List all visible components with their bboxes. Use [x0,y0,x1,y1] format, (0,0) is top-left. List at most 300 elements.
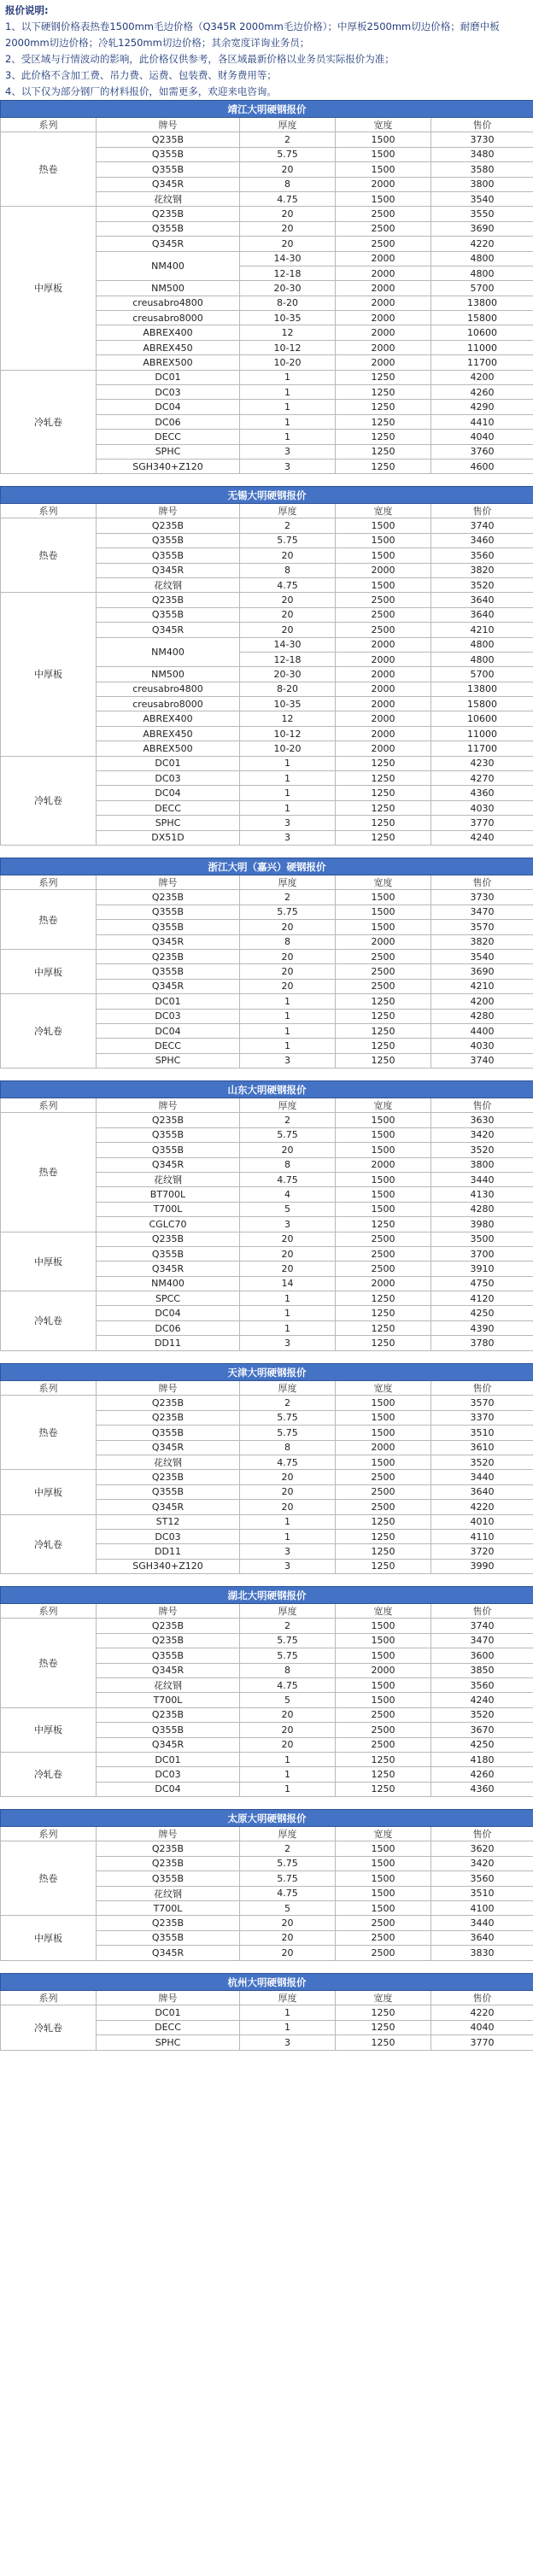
thickness-cell: 20 [240,1737,336,1752]
thickness-cell: 1 [240,1320,336,1335]
price-cell: 3770 [431,816,533,830]
thickness-cell: 12-18 [240,652,336,666]
thickness-cell: 1 [240,1023,336,1038]
price-cell: 3800 [431,177,533,191]
grade-cell: Q235B [97,1856,240,1871]
price-cell: 3460 [431,533,533,547]
thickness-cell: 1 [240,1009,336,1023]
width-cell: 1500 [336,1693,431,1707]
price-cell: 4410 [431,414,533,429]
grade-cell: SPCC [97,1291,240,1306]
width-cell: 2500 [336,1737,431,1752]
series-cell: 冷轧卷 [1,994,97,1068]
price-cell: 4270 [431,771,533,786]
grade-cell: Q235B [97,1633,240,1648]
column-header: 牌号 [97,1991,240,2005]
width-cell: 1250 [336,1529,431,1543]
grade-cell: Q355B [97,1143,240,1157]
width-cell: 1250 [336,459,431,473]
grade-cell: SPHC [97,816,240,830]
grade-cell: 花纹钢 [97,1172,240,1186]
grade-cell: NM500 [97,281,240,296]
grade-cell: 花纹钢 [97,191,240,206]
column-header: 牌号 [97,875,240,890]
grade-cell: Q345R [97,563,240,577]
column-header: 宽度 [336,875,431,890]
width-cell: 1500 [336,1633,431,1648]
price-table-grid [0,1080,533,1351]
width-cell: 1250 [336,370,431,384]
table-title: 浙江大明（嘉兴）硬钢报价 [1,858,533,875]
width-cell: 1500 [336,1396,431,1410]
thickness-cell: 5 [240,1202,336,1216]
thickness-cell: 1 [240,1752,336,1766]
thickness-cell: 8 [240,563,336,577]
column-header: 售价 [431,1604,533,1619]
table-row [1,207,533,221]
price-table-grid [0,1973,533,2051]
grade-cell: Q355B [97,548,240,563]
price-cell: 4120 [431,1291,533,1306]
grade-cell: SGH340+Z120 [97,1559,240,1573]
width-cell: 1250 [336,771,431,786]
notes-line: 4、以下仅为部分钢厂的材料报价，如需更多，欢迎来电咨询。 [5,85,277,97]
notes-line: 2、受区域与行情波动的影响，此价格仅供参考，各区域最新价格以业务员实际报价为准； [5,53,395,65]
grade-cell: Q345R [97,237,240,251]
price-cell: 15800 [431,311,533,325]
thickness-cell: 20-30 [240,281,336,296]
width-cell: 1250 [336,830,431,845]
grade-cell: Q355B [97,147,240,161]
grade-cell: Q355B [97,162,240,177]
width-cell: 2500 [336,607,431,622]
price-cell: 3820 [431,934,533,949]
grade-cell: Q235B [97,1916,240,1930]
column-header: 牌号 [97,118,240,132]
grade-cell: Q345R [97,1157,240,1172]
width-cell: 1500 [336,147,431,161]
price-cell: 10600 [431,325,533,340]
width-cell: 2500 [336,1262,431,1276]
thickness-cell: 10-12 [240,726,336,741]
price-table [0,858,533,1068]
width-cell: 1500 [336,1677,431,1692]
notes-line: 3、此价格不含加工费、吊力费、运费、包装费、财务费用等； [5,69,277,81]
thickness-cell: 10-20 [240,355,336,370]
column-header: 系列 [1,118,97,132]
grade-cell: Q345R [97,1663,240,1677]
thickness-cell: 1 [240,2005,336,2020]
grade-cell: creusabro8000 [97,697,240,711]
width-cell: 2000 [336,741,431,756]
width-cell: 2000 [336,296,431,310]
thickness-cell: 3 [240,444,336,459]
grade-cell: SPHC [97,1053,240,1068]
thickness-cell: 1 [240,400,336,414]
thickness-cell: 10-35 [240,697,336,711]
width-cell: 1250 [336,1023,431,1038]
price-cell: 4260 [431,385,533,400]
thickness-cell: 20 [240,920,336,934]
thickness-cell: 1 [240,1782,336,1796]
grade-cell: Q235B [97,1396,240,1410]
thickness-cell: 1 [240,430,336,444]
width-cell: 1250 [336,1544,431,1559]
price-cell: 4290 [431,400,533,414]
series-cell: 中厚板 [1,593,97,756]
width-cell: 1250 [336,1767,431,1782]
price-cell: 3470 [431,1633,533,1648]
grade-cell: Q235B [97,1410,240,1425]
notes-heading: 报价说明: [5,4,49,16]
price-cell: 3540 [431,191,533,206]
width-cell: 1500 [336,1410,431,1425]
column-header: 售价 [431,118,533,132]
price-cell: 3620 [431,1841,533,1856]
price-cell: 4220 [431,237,533,251]
width-cell: 2500 [336,1723,431,1737]
width-cell: 1250 [336,385,431,400]
grade-cell: Q235B [97,890,240,905]
width-cell: 2000 [336,1157,431,1172]
thickness-cell: 3 [240,816,336,830]
table-title: 湖北大明硬钢报价 [1,1587,533,1604]
width-cell: 1500 [336,1648,431,1663]
thickness-cell: 12 [240,325,336,340]
table-row [1,1113,533,1127]
column-header: 牌号 [97,1604,240,1619]
column-header: 系列 [1,875,97,890]
series-cell: 热卷 [1,518,97,593]
thickness-cell: 10-35 [240,311,336,325]
grade-cell: Q235B [97,1470,240,1484]
price-cell: 3740 [431,1619,533,1633]
grade-cell: ABREX450 [97,726,240,741]
price-cell: 4800 [431,251,533,266]
grade-cell: Q355B [97,1246,240,1261]
thickness-cell: 2 [240,1841,336,1856]
thickness-cell: 1 [240,800,336,815]
grade-cell: Q345R [97,934,240,949]
price-cell: 3780 [431,1336,533,1350]
price-cell: 3560 [431,1677,533,1692]
grade-cell: Q235B [97,132,240,147]
table-row [1,949,533,963]
column-header: 厚度 [240,118,336,132]
width-cell: 1250 [336,400,431,414]
table-title: 无锡大明硬钢报价 [1,487,533,504]
price-cell: 3990 [431,1559,533,1573]
grade-cell: creusabro8000 [97,311,240,325]
price-cell: 3770 [431,2035,533,2050]
price-cell: 3640 [431,607,533,622]
price-cell: 4280 [431,1202,533,1216]
price-cell: 3820 [431,563,533,577]
price-cell: 3440 [431,1916,533,1930]
width-cell: 1500 [336,905,431,919]
grade-cell: ABREX450 [97,340,240,354]
grade-cell: DC04 [97,1306,240,1320]
price-cell: 13800 [431,682,533,696]
column-header: 系列 [1,1098,97,1113]
grade-cell: 花纹钢 [97,1886,240,1900]
thickness-cell: 2 [240,890,336,905]
price-cell: 3370 [431,1410,533,1425]
grade-cell: 花纹钢 [97,577,240,592]
thickness-cell: 3 [240,1336,336,1350]
grade-cell: DECC [97,430,240,444]
width-cell: 2000 [336,355,431,370]
price-cell: 3520 [431,577,533,592]
price-cell: 3550 [431,207,533,221]
thickness-cell: 20 [240,1262,336,1276]
grade-cell: Q355B [97,1723,240,1737]
price-cell: 4220 [431,1500,533,1514]
column-header: 售价 [431,875,533,890]
width-cell: 1500 [336,132,431,147]
grade-cell: DC03 [97,1767,240,1782]
price-cell: 4240 [431,1693,533,1707]
grade-cell: creusabro4800 [97,296,240,310]
thickness-cell: 1 [240,1767,336,1782]
price-table-grid [0,100,533,474]
width-cell: 1250 [336,756,431,770]
thickness-cell: 20 [240,1946,336,1960]
thickness-cell: 1 [240,414,336,429]
thickness-cell: 20 [240,162,336,177]
grade-cell: DC01 [97,370,240,384]
table-row [1,1841,533,1856]
thickness-cell: 20 [240,964,336,979]
width-cell: 1250 [336,444,431,459]
column-header: 系列 [1,1827,97,1841]
grade-cell: ABREX400 [97,711,240,726]
thickness-cell: 3 [240,1559,336,1573]
series-cell: 热卷 [1,1841,97,1916]
price-table [0,100,533,474]
thickness-cell: 5.75 [240,905,336,919]
table-row [1,1232,533,1246]
width-cell: 1250 [336,1009,431,1023]
grade-cell: DC01 [97,2005,240,2020]
grade-cell: SPHC [97,2035,240,2050]
width-cell: 1250 [336,1053,431,1068]
grade-cell: Q355B [97,1930,240,1945]
price-cell: 3850 [431,1663,533,1677]
price-cell: 3440 [431,1470,533,1484]
thickness-cell: 14 [240,1276,336,1291]
grade-cell: ABREX500 [97,355,240,370]
width-cell: 1500 [336,1202,431,1216]
thickness-cell: 20-30 [240,667,336,682]
width-cell: 2500 [336,623,431,637]
thickness-cell: 20 [240,593,336,607]
thickness-cell: 20 [240,1930,336,1945]
table-row [1,132,533,147]
grade-cell: NM400 [97,251,240,281]
column-header: 系列 [1,1381,97,1396]
price-cell: 3830 [431,1946,533,1960]
width-cell: 2500 [336,221,431,236]
price-cell: 4240 [431,830,533,845]
price-table [0,486,533,846]
price-cell: 3690 [431,964,533,979]
width-cell: 2000 [336,652,431,666]
price-cell: 4250 [431,1306,533,1320]
width-cell: 2500 [336,1707,431,1722]
price-cell: 3520 [431,1455,533,1469]
thickness-cell: 8 [240,177,336,191]
grade-cell: Q345R [97,1946,240,1960]
series-cell: 冷轧卷 [1,1291,97,1351]
column-header: 宽度 [336,1827,431,1841]
thickness-cell: 4.75 [240,1886,336,1900]
price-cell: 4600 [431,459,533,473]
price-table-grid [0,1363,533,1574]
width-cell: 1500 [336,1455,431,1469]
width-cell: 1250 [336,786,431,800]
price-cell: 3520 [431,1707,533,1722]
table-row [1,1396,533,1410]
series-cell: 热卷 [1,132,97,207]
thickness-cell: 20 [240,1500,336,1514]
price-cell: 10600 [431,711,533,726]
column-header: 牌号 [97,1827,240,1841]
grade-cell: Q355B [97,221,240,236]
width-cell: 2000 [336,340,431,354]
column-header: 牌号 [97,504,240,518]
grade-cell: CGLC70 [97,1217,240,1232]
price-cell: 4040 [431,430,533,444]
column-header: 系列 [1,1604,97,1619]
price-cell: 3730 [431,132,533,147]
series-cell: 冷轧卷 [1,1752,97,1796]
width-cell: 2500 [336,1246,431,1261]
width-cell: 1250 [336,1752,431,1766]
thickness-cell: 20 [240,1707,336,1722]
width-cell: 1250 [336,2005,431,2020]
thickness-cell: 5.75 [240,1410,336,1425]
grade-cell: Q355B [97,905,240,919]
grade-cell: 花纹钢 [97,1455,240,1469]
grade-cell: Q235B [97,1619,240,1633]
grade-cell: Q355B [97,607,240,622]
series-cell: 冷轧卷 [1,756,97,845]
column-header: 牌号 [97,1381,240,1396]
width-cell: 2500 [336,1470,431,1484]
thickness-cell: 8 [240,1157,336,1172]
thickness-cell: 4.75 [240,1677,336,1692]
price-table [0,1809,533,1961]
series-cell: 冷轧卷 [1,1514,97,1574]
grade-cell: DC01 [97,756,240,770]
price-cell: 3670 [431,1723,533,1737]
price-cell: 3540 [431,949,533,963]
thickness-cell: 20 [240,949,336,963]
thickness-cell: 4 [240,1187,336,1202]
price-cell: 3910 [431,1262,533,1276]
width-cell: 1500 [336,920,431,934]
price-cell: 13800 [431,296,533,310]
width-cell: 2500 [336,949,431,963]
grade-cell: DC03 [97,1009,240,1023]
table-row [1,1619,533,1633]
grade-cell: Q355B [97,1484,240,1499]
thickness-cell: 20 [240,548,336,563]
thickness-cell: 5.75 [240,1648,336,1663]
price-cell: 3730 [431,890,533,905]
thickness-cell: 3 [240,1053,336,1068]
thickness-cell: 8 [240,1440,336,1455]
grade-cell: Q235B [97,207,240,221]
grade-cell: ABREX400 [97,325,240,340]
width-cell: 1250 [336,2020,431,2034]
thickness-cell: 14-30 [240,251,336,266]
width-cell: 2500 [336,1484,431,1499]
column-header: 宽度 [336,1098,431,1113]
price-cell: 4210 [431,979,533,993]
column-header: 宽度 [336,1991,431,2005]
price-cell: 4110 [431,1529,533,1543]
thickness-cell: 5.75 [240,147,336,161]
series-cell: 冷轧卷 [1,370,97,474]
grade-cell: DC04 [97,1782,240,1796]
thickness-cell: 20 [240,207,336,221]
thickness-cell: 5 [240,1693,336,1707]
width-cell: 2000 [336,682,431,696]
thickness-cell: 20 [240,1723,336,1737]
price-cell: 3420 [431,1127,533,1142]
price-cell: 3570 [431,920,533,934]
grade-cell: DD11 [97,1544,240,1559]
thickness-cell: 1 [240,786,336,800]
price-table [0,1080,533,1351]
price-cell: 4360 [431,786,533,800]
thickness-cell: 5.75 [240,533,336,547]
grade-cell: Q235B [97,1841,240,1856]
column-header: 厚度 [240,1381,336,1396]
width-cell: 1250 [336,430,431,444]
price-cell: 4180 [431,1752,533,1766]
price-cell: 4030 [431,800,533,815]
series-cell: 中厚板 [1,949,97,993]
grade-cell: Q235B [97,593,240,607]
price-cell: 5700 [431,281,533,296]
width-cell: 1500 [336,1113,431,1127]
grade-cell: T700L [97,1202,240,1216]
table-title: 杭州大明硬钢报价 [1,1974,533,1991]
price-cell: 3600 [431,1648,533,1663]
price-cell: 3470 [431,905,533,919]
thickness-cell: 3 [240,459,336,473]
price-cell: 4800 [431,266,533,280]
price-cell: 3560 [431,548,533,563]
grade-cell: Q355B [97,533,240,547]
width-cell: 1250 [336,1291,431,1306]
thickness-cell: 10-12 [240,340,336,354]
thickness-cell: 14-30 [240,637,336,652]
width-cell: 1500 [336,1172,431,1186]
table-row [1,1514,533,1529]
thickness-cell: 20 [240,1232,336,1246]
price-cell: 11700 [431,741,533,756]
price-cell: 3740 [431,1053,533,1068]
thickness-cell: 20 [240,1916,336,1930]
series-cell: 中厚板 [1,207,97,370]
price-table-grid [0,858,533,1068]
table-row [1,756,533,770]
thickness-cell: 20 [240,1470,336,1484]
